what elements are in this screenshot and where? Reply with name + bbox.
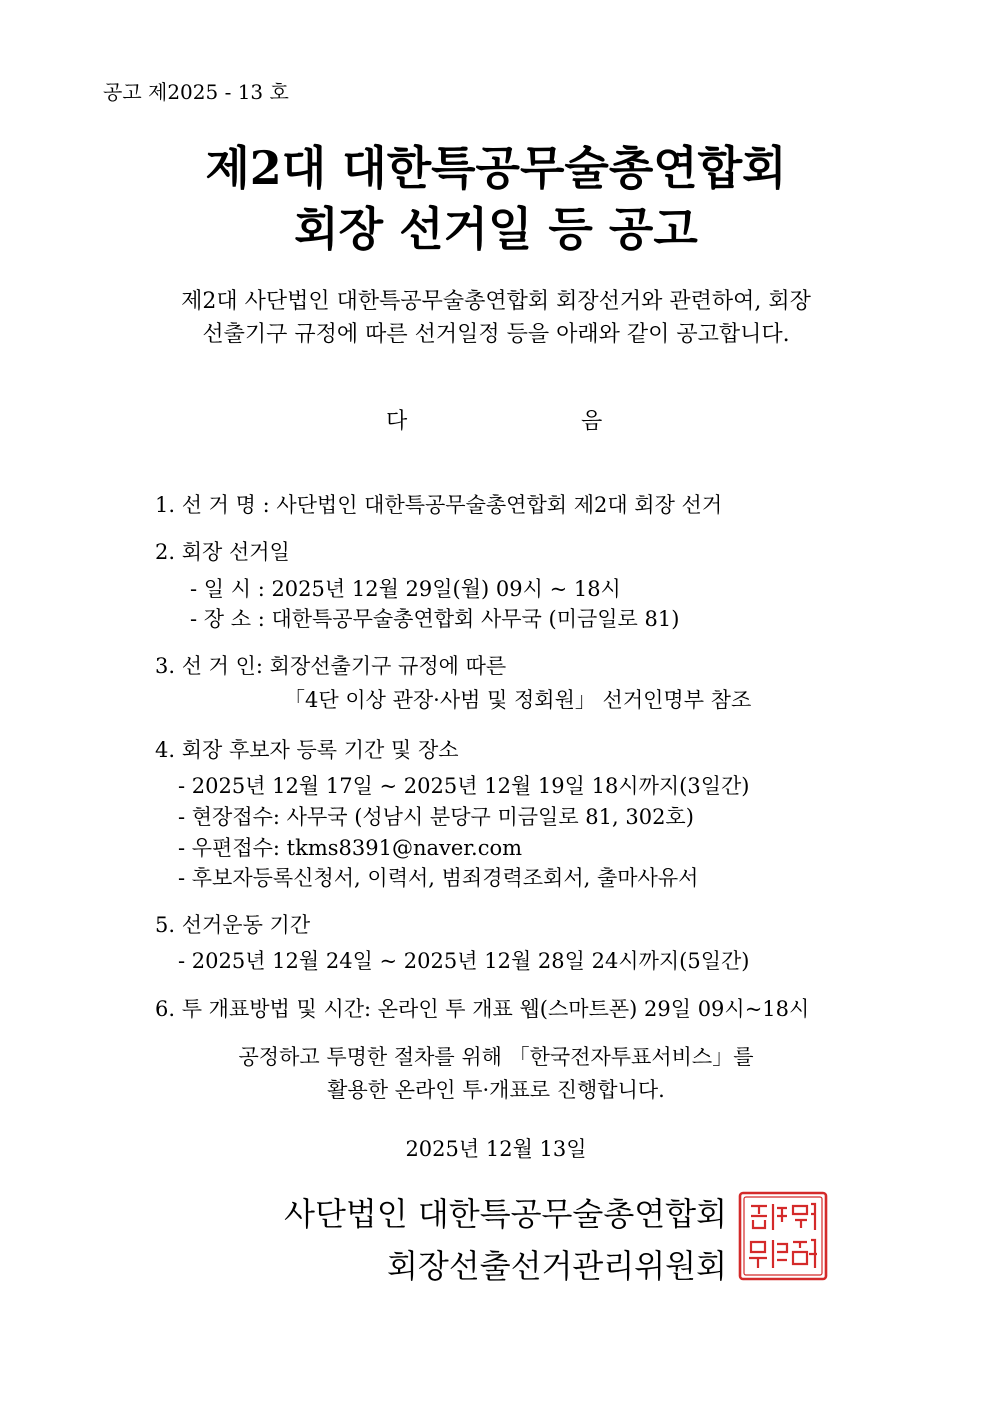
item-3-title: 3. 선 거 인: 회장선출기구 규정에 따른 (155, 654, 507, 678)
item-4-visit: - 현장접수: 사무국 (성남시 분당구 미금일로 81, 302호) (178, 805, 694, 829)
heading-da: 다 (386, 409, 408, 434)
document-number: 공고 제2025 - 13 호 (103, 80, 289, 104)
document-date: 2025년 12월 13일 (405, 1137, 587, 1161)
official-seal-stamp (737, 1190, 829, 1282)
closing-line-2: 활용한 온라인 투·개표로 진행합니다. (327, 1078, 665, 1102)
item-4-title: 4. 회장 후보자 등록 기간 및 장소 (155, 738, 459, 762)
intro-line-2: 선출기구 규정에 따른 선거일정 등을 아래와 같이 공고합니다. (202, 322, 790, 347)
item-2-date: - 일 시 : 2025년 12월 29일(월) 09시 ~ 18시 (190, 577, 621, 601)
org-name-line-2: 회장선출선거관리위원회 (386, 1247, 727, 1285)
title-line-1: 제2대 대한특공무술총연합회 (205, 141, 787, 195)
org-name-line-1: 사단법인 대한특공무술총연합회 (284, 1195, 727, 1233)
item-1-election-name: 1. 선 거 명 : 사단법인 대한특공무술총연합회 제2대 회장 선거 (155, 493, 723, 517)
item-4-mail: - 우편접수: tkms8391@naver.com (178, 836, 523, 860)
item-6-voting: 6. 투 개표방법 및 시간: 온라인 투 개표 웹(스마트폰) 29일 09시~18시 (155, 997, 810, 1021)
title-line-2: 회장 선거일 등 공고 (294, 202, 698, 256)
intro-line-1: 제2대 사단법인 대한특공무술총연합회 회장선거와 관련하여, 회장 (181, 289, 811, 314)
item-5-period: - 2025년 12월 24일 ~ 2025년 12월 28일 24시까지(5일간) (178, 949, 750, 973)
closing-line-1: 공정하고 투명한 절차를 위해 「한국전자투표서비스」를 (238, 1045, 754, 1069)
item-3-detail: 「4단 이상 관장·사범 및 정회원」 선거인명부 참조 (284, 688, 752, 712)
item-2-place: - 장 소 : 대한특공무술총연합회 사무국 (미금일로 81) (190, 607, 680, 631)
item-5-title: 5. 선거운동 기간 (155, 913, 311, 937)
heading-eum: 음 (581, 409, 603, 434)
item-4-docs: - 후보자등록신청서, 이력서, 범죄경력조회서, 출마사유서 (178, 866, 699, 890)
item-4-period: - 2025년 12월 17일 ~ 2025년 12월 19일 18시까지(3일간) (178, 774, 750, 798)
item-2-title: 2. 회장 선거일 (155, 540, 290, 564)
